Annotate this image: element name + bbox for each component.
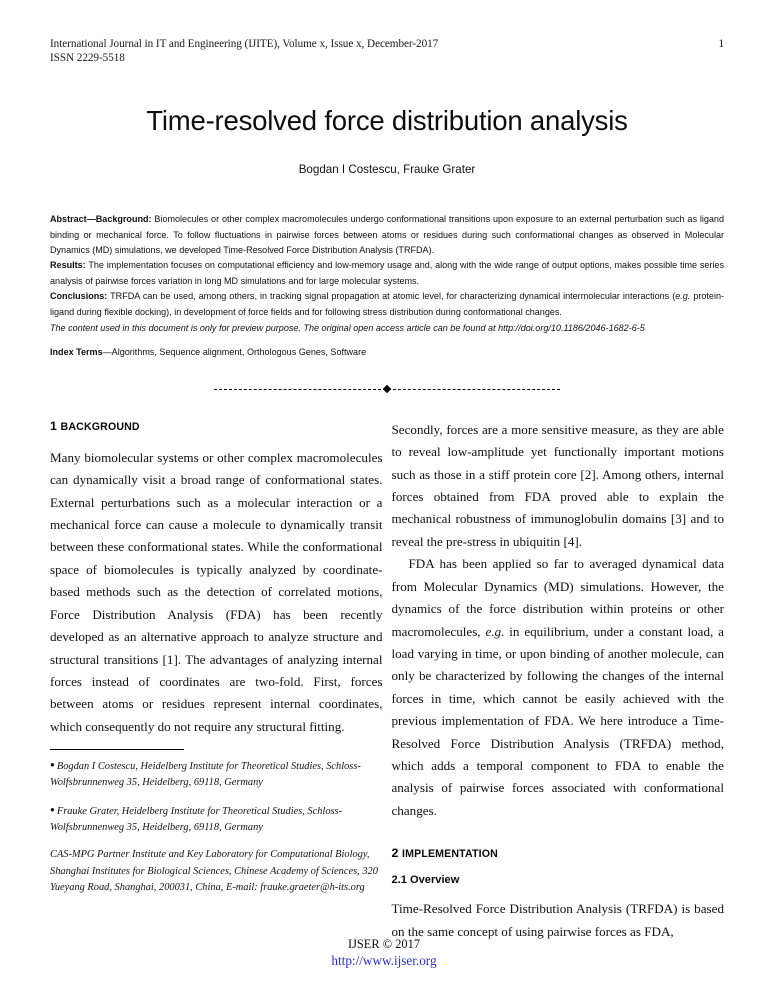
footer-copyright: IJSER © 2017 — [347, 937, 421, 951]
page-footer — [0, 936, 768, 970]
footnote-item — [50, 847, 384, 897]
results-label: Results: — [50, 260, 86, 271]
abstract-background — [50, 212, 724, 258]
section-title: BACKGROUND — [60, 420, 140, 433]
subsection-heading-overview: 2.1 Overview — [391, 874, 460, 887]
index-terms — [50, 345, 724, 360]
footnote-bullet-icon: ● — [50, 804, 55, 814]
background-paragraph-1-continued: Secondly, forces are a more sensitive measure, as they are able to reveal low-amplitude yet functionally important motions such as those in a stiff protein core [2]. Among others, internal forces obtained from FDA proved able to explain the mechanical robustness of immunoglobulin domains [3] and to reveal the pre-stress in ubiquitin [4]. — [391, 421, 724, 549]
footnote-text: Bogdan I Costescu, Heidelberg Institute for Theoretical Studies, Schloss-Wolfsbrunnenweg 35, Heidelberg, 69118, Germany — [50, 760, 361, 789]
background-paragraph-2-post: in equilibrium, under a constant load, a load varying in time, or upon binding of another molecule, can only be characterized by following the changes of the internal forces in time, which cannot be easily achieved with the previous implementation of FDA. We here introduce a Time-Resolved Force Distribution Analysis (TRFDA) method, which adds a temporal component to FDA to enable the analysis of pairwise forces associated with conformational changes. — [391, 623, 724, 818]
section-title: IMPLEMENTATION — [402, 848, 498, 861]
footnote-text: CAS-MPG Partner Institute and Key Laboratory for Computational Biology, Shanghai Institutes for Biological Sciences, Chinese Academy of Sciences, 320 Yueyang Road, Shanghai, 200031, China, E-mail: frauke.graeter@h-its.org — [50, 849, 378, 894]
background-paragraph-2 — [392, 553, 725, 822]
section-divider — [214, 383, 560, 397]
journal-line: International Journal in IT and Engineering (IJITE), Volume x, Issue x, December-2017 — [50, 38, 439, 50]
section-number: 1 — [50, 418, 57, 433]
conclusions-text-pre: TRFDA can be used, among others, in tracking signal propagation at atomic level, for characterizing dynamical intermolecular interactions ( — [107, 291, 676, 302]
body-columns — [50, 418, 724, 939]
footnote-text: Frauke Grater, Heidelberg Institute for Theoretical Studies, Schloss-Wolfsbrunnenweg 35, Heidelberg, 69118, Germany — [50, 805, 343, 834]
author-list: Bogdan I Costescu, Frauke Grater — [298, 163, 476, 177]
column-left — [50, 419, 383, 897]
footnotes-block — [50, 749, 384, 897]
divider-diamond-icon — [383, 385, 391, 393]
section-heading-background — [50, 419, 383, 433]
footnote-item — [50, 757, 384, 792]
abstract-block — [50, 212, 724, 361]
conclusions-label: Conclusions: — [50, 291, 108, 302]
footer-url[interactable]: http://www.ijser.org — [331, 953, 437, 968]
preview-note: The content used in this document is only for preview purpose. The original open access article can be found at http://doi.org/10.1186/2046-1682-6-5 — [50, 323, 645, 334]
abstract-results — [50, 258, 724, 289]
footnote-item — [50, 802, 384, 837]
background-paragraph-1: Many biomolecular systems or other complex macromolecules can dynamically visit a broad range of conformational states. External perturbations such as a molecular interaction or a mechanical force can cause a molecule to dynamically transit between these conformational states. While the conformational space of biomolecules is typically analyzed by coordinate-based methods such as the detection of correlated motions, Force Distribution Analysis (FDA) has been recently developed as an alternative approach to analyze structure and structural transitions [1]. The advantages of analyzing internal forces instead of coordinates are two-fold. First, forces between atoms or residues represent internal coordinates, which consequently do not require any structural fitting. — [50, 449, 383, 734]
index-terms-label: Index Terms — [50, 347, 103, 358]
running-head — [50, 38, 724, 65]
background-paragraph-2-italic: e.g. — [485, 623, 505, 639]
index-terms-text: —Algorithms, Sequence alignment, Orthologous Genes, Software — [102, 347, 367, 358]
footnote-rule — [50, 749, 184, 750]
footnote-bullet-icon: ● — [50, 759, 55, 769]
page-title: Time-resolved force distribution analysis — [146, 105, 628, 137]
conclusions-text-post: protein-ligand during flexible docking), in development of force fields and for following stress distribution during conformational changes. — [50, 291, 724, 317]
section-heading-implementation — [392, 846, 725, 860]
abstract-label: Abstract— — [50, 214, 96, 225]
background-paragraph-2-pre: FDA has been applied so far to averaged dynamical data from Molecular Dynamics (MD) simulations. However, the dynamics of the force distribution within proteins or other macromolecules, — [391, 556, 724, 639]
results-text: The implementation focuses on computational efficiency and low-memory usage and, along with the wide range of output options, makes possible time series analysis of pairwise forces variation in long MD simulations and for large molecular systems. — [50, 260, 724, 286]
background-text: Biomolecules or other complex macromolecules undergo conformational transitions upon exposure to an external perturbation such as ligand binding or mechanical force. To follow fluctuations in pairwise forces between atoms or residues during such conformational changes as observed in Molecular Dynamics (MD) simulations, we developed Time-Resolved Force Distribution Analysis (TRFDA). — [50, 214, 724, 255]
page-number: 1 — [718, 38, 724, 50]
column-right — [391, 419, 725, 939]
conclusions-italic: e.g. — [675, 291, 691, 302]
background-label: Background: — [95, 214, 152, 225]
section-number: 2 — [391, 846, 399, 861]
implementation-paragraph-1: Time-Resolved Force Distribution Analysis (TRFDA) is based on the same concept of using pairwise forces as FDA, — [391, 901, 724, 939]
abstract-conclusions — [50, 289, 724, 320]
issn-line: ISSN 2229-5518 — [50, 51, 125, 64]
